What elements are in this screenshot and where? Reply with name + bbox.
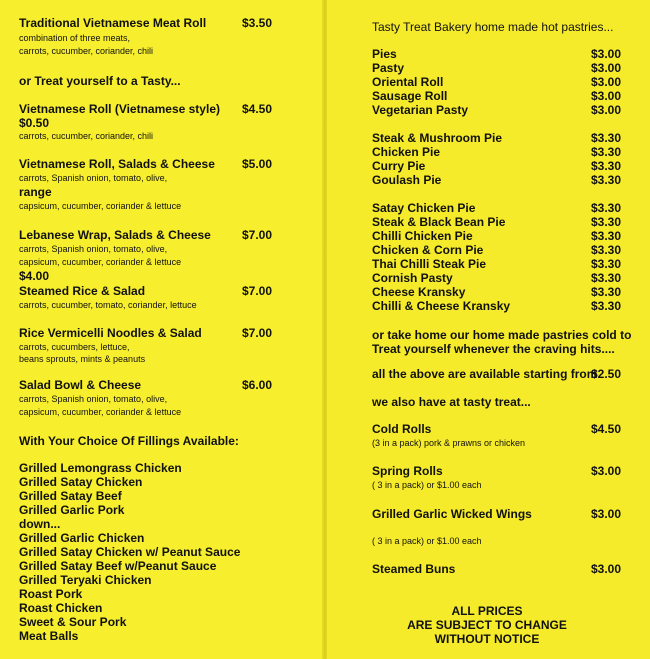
item-desc: carrots, cucumber, coriander, chili [19, 131, 154, 141]
cold-rolls-price: $4.50 [591, 422, 622, 436]
filling-item: Meat Balls [19, 629, 79, 643]
pastry-name: Chicken Pie [372, 145, 441, 159]
spring-rolls-desc: ( 3 in a pack) or $1.00 each [372, 480, 482, 490]
pastry-name: Thai Chilli Steak Pie [372, 257, 487, 271]
item-desc: capsicum, cucumber, coriander & lettuce [19, 201, 182, 211]
pastry-name: Sausage Roll [372, 89, 448, 103]
filling-item: Grilled Teryaki Chicken [19, 573, 152, 587]
pastry-name: Pasty [372, 61, 405, 75]
filling-item: Roast Pork [19, 587, 83, 601]
item-price: $7.00 [242, 326, 273, 340]
pastry-name: Goulash Pie [372, 173, 442, 187]
pastry-name: Chilli & Cheese Kransky [372, 299, 511, 313]
note-text: Treat yourself whenever the craving hits.... [372, 342, 615, 356]
wings-name: Grilled Garlic Wicked Wings [372, 507, 532, 521]
filling-item: Grilled Satay Beef w/Peanut Sauce [19, 559, 217, 573]
pastry-name: Pies [372, 47, 397, 61]
available-price: $2.50 [591, 367, 622, 381]
item-price: $7.00 [242, 284, 273, 298]
item-desc: carrots, Spanish onion, tomato, olive, [19, 173, 168, 183]
filling-item: Grilled Lemongrass Chicken [19, 461, 182, 475]
spring-rolls-price: $3.00 [591, 464, 622, 478]
note-text: or take home our home made pastries cold to [372, 328, 632, 342]
pastry-name: Steak & Black Bean Pie [372, 215, 506, 229]
item-extra: range [19, 185, 52, 199]
pastry-price: $3.00 [591, 61, 622, 75]
item-desc: beans sprouts, mints & peanuts [19, 354, 146, 364]
spring-rolls-name: Spring Rolls [372, 464, 443, 478]
item-name: Traditional Vietnamese Meat Roll [19, 16, 207, 30]
item-price: $6.00 [242, 378, 273, 392]
footer-line: WITHOUT NOTICE [434, 632, 540, 646]
pastry-name: Oriental Roll [372, 75, 444, 89]
pastry-price: $3.30 [591, 229, 622, 243]
wings-price: $3.00 [591, 507, 622, 521]
item-desc: carrots, cucumber, coriander, chili [19, 46, 154, 56]
pastry-price: $3.00 [591, 75, 622, 89]
pastry-price: $3.30 [591, 131, 622, 145]
filling-item: Grilled Garlic Pork [19, 503, 125, 517]
pastry-name: Steak & Mushroom Pie [372, 131, 503, 145]
footer-line: ARE SUBJECT TO CHANGE [407, 618, 567, 632]
pastry-price: $3.30 [591, 285, 622, 299]
filling-item: Sweet & Sour Pork [19, 615, 127, 629]
pastry-price: $3.30 [591, 201, 622, 215]
left-page [0, 0, 323, 659]
bakery-heading: Tasty Treat Bakery home made hot pastries... [372, 20, 614, 34]
pastry-name: Chicken & Corn Pie [372, 243, 484, 257]
item-name: Vietnamese Roll (Vietnamese style) [19, 102, 220, 116]
fillings-title: With Your Choice Of Fillings Available: [19, 434, 239, 448]
item-price: $7.00 [242, 228, 273, 242]
item-name: Vietnamese Roll, Salads & Cheese [19, 157, 215, 171]
item-price: $4.50 [242, 102, 273, 116]
pastry-price: $3.30 [591, 299, 622, 313]
wings-desc: ( 3 in a pack) or $1.00 each [372, 536, 482, 546]
pastry-price: $3.00 [591, 103, 622, 117]
pastry-price: $3.00 [591, 89, 622, 103]
pastry-name: Satay Chicken Pie [372, 201, 476, 215]
pastry-price: $3.30 [591, 257, 622, 271]
pastry-name: Chilli Chicken Pie [372, 229, 473, 243]
item-name: Lebanese Wrap, Salads & Cheese [19, 228, 211, 242]
cold-rolls-name: Cold Rolls [372, 422, 432, 436]
pastry-price: $3.30 [591, 243, 622, 257]
pastry-name: Curry Pie [372, 159, 426, 173]
filling-item: Grilled Garlic Chicken [19, 531, 145, 545]
pastry-name: Vegetarian Pasty [372, 103, 469, 117]
right-page [327, 0, 650, 659]
filling-item: Grilled Satay Chicken [19, 475, 143, 489]
item-name: Steamed Rice & Salad [19, 284, 146, 298]
item-name: Rice Vermicelli Noodles & Salad [19, 326, 202, 340]
available-text: all the above are available starting from [372, 367, 598, 381]
pastry-price: $3.30 [591, 271, 622, 285]
item-desc: carrots, cucumber, tomato, coriander, lettuce [19, 300, 197, 310]
item-desc: capsicum, cucumber, coriander & lettuce [19, 407, 182, 417]
pastry-price: $3.30 [591, 215, 622, 229]
steamed-buns-name: Steamed Buns [372, 562, 456, 576]
pastry-price: $3.00 [591, 47, 622, 61]
pastry-price: $3.30 [591, 145, 622, 159]
item-desc: capsicum, cucumber, coriander & lettuce [19, 257, 182, 267]
item-desc: combination of three meats, [19, 33, 131, 43]
item-desc: carrots, Spanish onion, tomato, olive, [19, 244, 168, 254]
item-name: Salad Bowl & Cheese [19, 378, 142, 392]
item-extra-price: $0.50 [19, 116, 50, 130]
filling-item: down... [19, 517, 61, 531]
footer-line: ALL PRICES [451, 604, 523, 618]
filling-item: Roast Chicken [19, 601, 103, 615]
steamed-buns-price: $3.00 [591, 562, 622, 576]
item-desc: carrots, Spanish onion, tomato, olive, [19, 394, 168, 404]
filling-item: Grilled Satay Beef [19, 489, 122, 503]
pastry-price: $3.30 [591, 173, 622, 187]
note-text: or Treat yourself to a Tasty... [19, 74, 181, 88]
filling-item: Grilled Satay Chicken w/ Peanut Sauce [19, 545, 241, 559]
pastry-name: Cheese Kransky [372, 285, 466, 299]
pastry-price: $3.30 [591, 159, 622, 173]
item-price: $3.50 [242, 16, 273, 30]
item-extra-price: $4.00 [19, 269, 50, 283]
item-price: $5.00 [242, 157, 273, 171]
also-have-text: we also have at tasty treat... [372, 395, 531, 409]
cold-rolls-desc: (3 in a pack) pork & prawns or chicken [372, 438, 526, 448]
item-desc: carrots, cucumbers, lettuce, [19, 342, 130, 352]
pastry-name: Cornish Pasty [372, 271, 453, 285]
